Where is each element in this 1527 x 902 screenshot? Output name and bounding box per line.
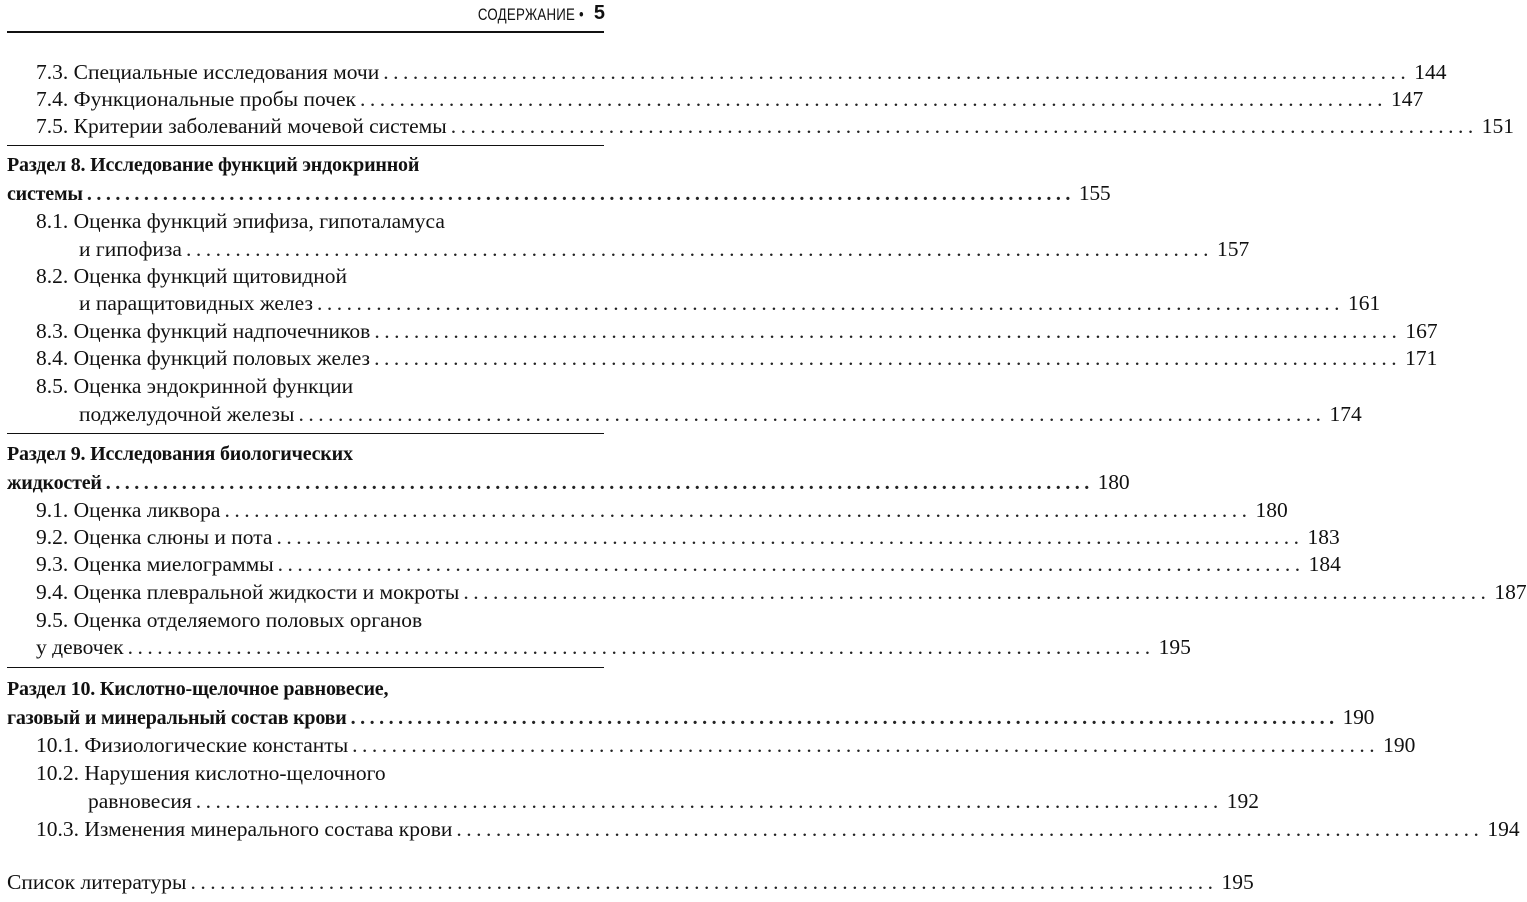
toc-entry[interactable]: 7.4. Функциональные пробы почек ........................................................................................................ 147 bbox=[36, 87, 1424, 111]
toc-entry[interactable]: 8.3. Оценка функций надпочечников ........................................................................................................ 167 bbox=[36, 319, 1438, 343]
toc-entry-bibliography[interactable]: Список литературы ........................................................................................................ 195 bbox=[7, 870, 1254, 894]
dot-leader: ........................................................................................................ bbox=[374, 346, 1402, 370]
toc-entry[interactable]: жидкостей ........................................................................................................ 180 bbox=[7, 468, 600, 496]
section-divider bbox=[7, 667, 604, 668]
section-heading: Раздел 10. Кислотно-щелочное равновесие, bbox=[7, 678, 389, 700]
section-heading: Раздел 8. Исследование функций эндокринной bbox=[7, 154, 420, 176]
dot-leader: ........................................................................................................ bbox=[276, 525, 1304, 549]
toc-entry[interactable]: и гипофиза ........................................................................................................ 157 bbox=[79, 237, 1250, 261]
toc-entry[interactable]: равновесия ........................................................................................................ 192 bbox=[88, 789, 1259, 813]
toc-entry[interactable]: системы ........................................................................................................ 155 bbox=[7, 179, 600, 207]
toc-entry-line: 8.1. Оценка функций эпифиза, гипоталамуса bbox=[36, 209, 445, 233]
dot-leader: ........................................................................................................ bbox=[316, 291, 1344, 315]
toc-entry[interactable]: поджелудочной железы ........................................................................................................ 174 bbox=[79, 402, 1362, 426]
toc-entry[interactable]: 9.2. Оценка слюны и пота ........................................................................................................ 183 bbox=[36, 525, 1340, 549]
toc-entry[interactable]: 8.4. Оценка функций половых желез ........................................................................................................ 171 bbox=[36, 346, 1438, 370]
dot-leader: ........................................................................................................ bbox=[359, 87, 1387, 111]
dot-leader: ........................................................................................................ bbox=[350, 707, 1339, 729]
toc-entry[interactable]: и паращитовидных желез ........................................................................................................ 161 bbox=[79, 291, 1381, 315]
toc-entry-line: 8.5. Оценка эндокринной функции bbox=[36, 374, 354, 398]
toc-entry[interactable]: 7.3. Специальные исследования мочи ........................................................................................................ 144 bbox=[36, 60, 1447, 84]
toc-entry[interactable]: 10.1. Физиологические константы ........................................................................................................ 190 bbox=[36, 733, 1416, 757]
dot-leader: ........................................................................................................ bbox=[298, 402, 1326, 426]
section-heading: Раздел 9. Исследования биологических bbox=[7, 443, 353, 465]
toc-entry-line: 10.2. Нарушения кислотно-щелочного bbox=[36, 761, 386, 785]
dot-leader: ........................................................................................................ bbox=[456, 817, 1484, 841]
dot-leader: ........................................................................................................ bbox=[185, 237, 1213, 261]
dot-leader: ........................................................................................................ bbox=[277, 552, 1305, 576]
page-number: 5 bbox=[593, 2, 605, 24]
section-divider bbox=[7, 145, 604, 146]
section-divider bbox=[7, 433, 604, 434]
dot-leader: ........................................................................................................ bbox=[463, 580, 1491, 604]
toc-entry[interactable]: у девочек ........................................................................................................ 195 bbox=[36, 635, 1191, 659]
dot-leader: ........................................................................................................ bbox=[86, 183, 1075, 205]
toc-entry-line: 9.5. Оценка отделяемого половых органов bbox=[36, 608, 423, 632]
dot-leader: ........................................................................................................ bbox=[224, 498, 1252, 522]
dot-leader: ........................................................................................................ bbox=[383, 60, 1411, 84]
toc-entry[interactable]: 9.1. Оценка ликвора ........................................................................................................ 180 bbox=[36, 498, 1288, 522]
dot-leader: ........................................................................................................ bbox=[450, 114, 1478, 138]
running-header-title: СОДЕРЖАНИЕ • bbox=[477, 5, 584, 24]
dot-leader: ........................................................................................................ bbox=[195, 789, 1223, 813]
toc-entry-line: 8.2. Оценка функций щитовидной bbox=[36, 264, 348, 288]
toc-entry[interactable]: 9.3. Оценка миелограммы ........................................................................................................ 184 bbox=[36, 552, 1341, 576]
dot-leader: ........................................................................................................ bbox=[352, 733, 1380, 757]
dot-leader: ........................................................................................................ bbox=[127, 635, 1155, 659]
dot-leader: ........................................................................................................ bbox=[190, 870, 1218, 894]
toc-entry[interactable]: газовый и минеральный состав крови ........................................................................................................ 190 bbox=[7, 703, 600, 731]
dot-leader: ........................................................................................................ bbox=[374, 319, 1402, 343]
dot-leader: ........................................................................................................ bbox=[105, 472, 1094, 494]
toc-entry[interactable]: 10.3. Изменения минерального состава крови ........................................................................................................ 194 bbox=[36, 817, 1520, 841]
toc-entry[interactable]: 7.5. Критерии заболеваний мочевой системы ........................................................................................................ 151 bbox=[36, 114, 1514, 138]
toc-entry[interactable]: 9.4. Оценка плевральной жидкости и мокроты ........................................................................................................ 187 bbox=[36, 580, 1527, 604]
